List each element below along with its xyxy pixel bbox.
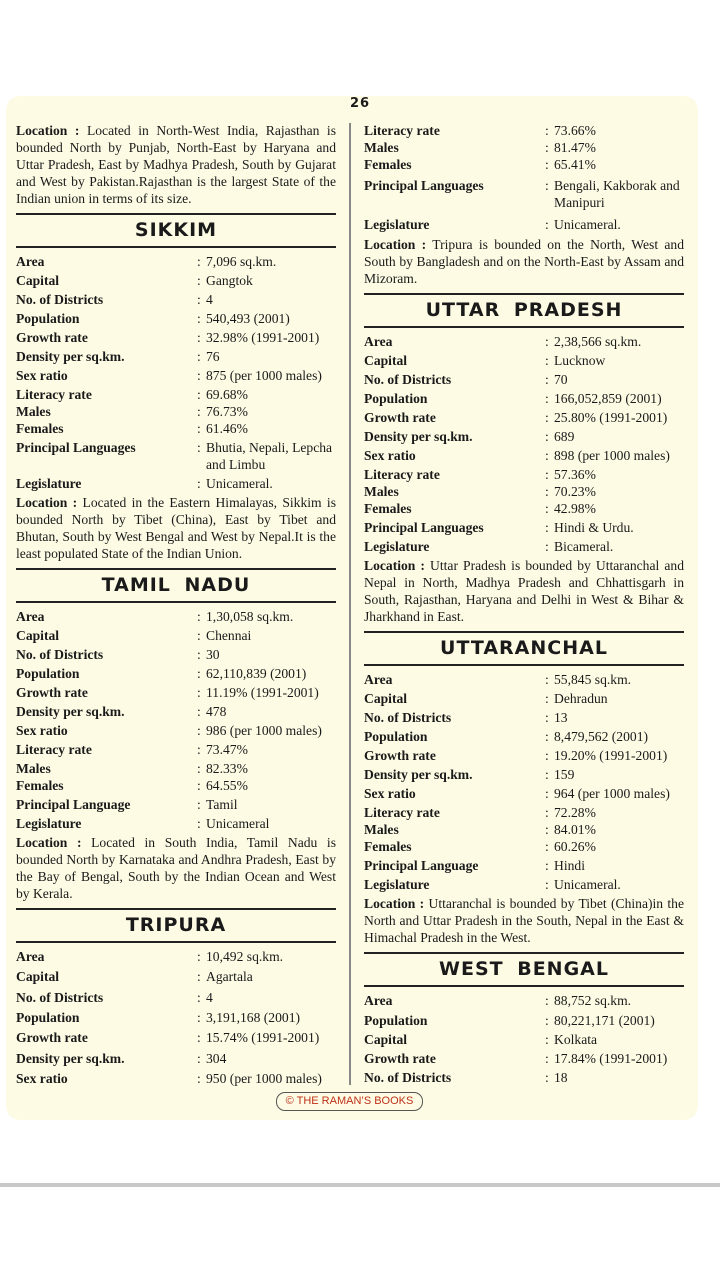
fact-row: Area : 55,845 sq.km.	[364, 672, 632, 687]
tamil-nadu-location: Location : Located in South India, Tamil Nadu is bounded North by Karnataka and Andhra Pradesh, East by the Bay of Bengal, South by the Indian Ocean and West by Kerala.	[16, 835, 337, 901]
uttar-pradesh-location: Location : Uttar Pradesh is bounded by Uttaranchal and Nepal in North, Madhya Pradesh and Chhattisgarh in South, Rajasthan, Haryana and Delhi in West & Bihar & Jharkhand in East.	[364, 558, 684, 624]
fact-row: Principal Languages : Bhutia, Nepali, Lepcha and Limbu	[16, 440, 333, 472]
tripura-location: Location : Tripura is bounded on the North, West and South by Bangladesh and on the North-East by Assam and Mizoram.	[364, 237, 685, 286]
fact-row: Population : 80,221,171 (2001)	[364, 1013, 655, 1028]
uttar-pradesh-heading: UTTAR PRADESH	[364, 293, 684, 328]
fact-row: Legislature : Bicameral.	[364, 539, 614, 554]
tamil-nadu-facts	[16, 608, 336, 834]
fact-row: Density per sq.km. : 689	[364, 429, 575, 444]
uttaranchal-location: Location : Uttaranchal is bounded by Tibet (China)in the North and Uttar Pradesh in the South, Nepal in the East & Himachal Pradesh in the West.	[364, 896, 684, 945]
rajasthan-location: Location : Located in North-West India, Rajasthan is bounded North by Punjab, North-East by Haryana and Uttar Pradesh, East by Madhya Pradesh, South by Gujarat and West by Pakistan.Rajasthan is the largest State of the Indian union in terms of its size.	[16, 123, 336, 206]
fact-row: Growth rate : 17.84% (1991-2001)	[364, 1051, 668, 1066]
fact-row: Literacy rate : 73.66%	[364, 123, 596, 138]
fact-row: Sex ratio : 950 (per 1000 males)	[16, 1071, 322, 1086]
west-bengal-heading: WEST BENGAL	[364, 952, 684, 987]
page-number: 26	[349, 96, 371, 111]
sikkim-location: Location : Located in the Eastern Himalayas, Sikkim is bounded North by Tibet (China), East by Tibet and Bhutan, South by West Bengal and West by Nepal.It is the least populated State of the Indian Union.	[16, 495, 336, 561]
fact-row: Population : 3,191,168 (2001)	[16, 1010, 301, 1025]
fact-row: No. of Districts : 4	[16, 990, 213, 1005]
tripura-facts-continued	[364, 122, 684, 236]
fact-row: Growth rate : 25.80% (1991-2001)	[364, 410, 668, 425]
right-column	[364, 122, 684, 1088]
fact-row: Males : 84.01%	[364, 822, 596, 837]
fact-row: Capital : Chennai	[16, 628, 252, 643]
fact-row: Area : 88,752 sq.km.	[364, 993, 632, 1008]
fact-row: Capital : Gangtok	[16, 273, 253, 288]
fact-row: Males : 76.73%	[16, 404, 248, 419]
fact-row: Literacy rate : 73.47%	[16, 742, 248, 757]
column-divider	[349, 123, 351, 1085]
fact-row: No. of Districts : 30	[16, 647, 220, 662]
fact-row: Females : 42.98%	[364, 501, 596, 516]
fact-row: Density per sq.km. : 478	[16, 704, 227, 719]
fact-row: No. of Districts : 13	[364, 710, 568, 725]
fact-row: No. of Districts : 70	[364, 372, 568, 387]
tamil-nadu-heading: TAMIL NADU	[16, 568, 336, 603]
fact-row: Legislature : Unicameral.	[364, 877, 621, 892]
fact-row: Principal Languages : Hindi & Urdu.	[364, 520, 634, 535]
fact-row: Sex ratio : 964 (per 1000 males)	[364, 786, 670, 801]
west-bengal-facts	[364, 992, 684, 1088]
fact-row: Density per sq.km. : 304	[16, 1051, 227, 1066]
fact-row: Area : 2,38,566 sq.km.	[364, 334, 642, 349]
fact-row: Population : 62,110,839 (2001)	[16, 666, 307, 681]
fact-row: Density per sq.km. : 76	[16, 349, 220, 364]
fact-row: Population : 8,479,562 (2001)	[364, 729, 649, 744]
fact-row: No. of Districts : 4	[16, 292, 213, 307]
fact-row: Females : 65.41%	[364, 157, 596, 172]
fact-row: Density per sq.km. : 159	[364, 767, 575, 782]
publisher-badge: © THE RAMAN’S BOOKS	[276, 1092, 423, 1111]
fact-row: Area : 10,492 sq.km.	[16, 949, 284, 964]
fact-row: Legislature : Unicameral.	[364, 217, 621, 232]
fact-row: No. of Districts : 18	[364, 1070, 568, 1085]
fact-row: Sex ratio : 986 (per 1000 males)	[16, 723, 322, 738]
fact-row: Sex ratio : 875 (per 1000 males)	[16, 368, 322, 383]
sikkim-heading: SIKKIM	[16, 213, 336, 248]
fact-row: Growth rate : 32.98% (1991-2001)	[16, 330, 320, 345]
sikkim-facts	[16, 253, 336, 494]
fact-row: Literacy rate : 72.28%	[364, 805, 596, 820]
tripura-facts	[16, 948, 336, 1090]
horizontal-scrollbar[interactable]	[0, 1183, 720, 1187]
fact-row: Principal Languages : Bengali, Kakborak and Manipuri	[364, 178, 680, 210]
fact-row: Legislature : Unicameral	[16, 816, 270, 831]
fact-row: Population : 166,052,859 (2001)	[364, 391, 662, 406]
fact-row: Area : 1,30,058 sq.km.	[16, 609, 294, 624]
fact-row: Females : 64.55%	[16, 778, 248, 793]
uttaranchal-facts	[364, 671, 684, 895]
fact-row: Females : 61.46%	[16, 421, 248, 436]
fact-row: Capital : Lucknow	[364, 353, 606, 368]
uttaranchal-heading: UTTARANCHAL	[364, 631, 684, 666]
fact-row: Females : 60.26%	[364, 839, 596, 854]
fact-row: Males : 70.23%	[364, 484, 596, 499]
fact-row: Legislature : Unicameral.	[16, 476, 273, 491]
fact-row: Growth rate : 11.19% (1991-2001)	[16, 685, 319, 700]
fact-row: Capital : Agartala	[16, 969, 253, 984]
fact-row: Capital : Dehradun	[364, 691, 608, 706]
fact-row: Growth rate : 15.74% (1991-2001)	[16, 1030, 320, 1045]
uttar-pradesh-facts	[364, 333, 684, 557]
left-column	[16, 122, 336, 1090]
fact-row: Sex ratio : 898 (per 1000 males)	[364, 448, 670, 463]
fact-row: Principal Language : Tamil	[16, 797, 238, 812]
fact-row: Population : 540,493 (2001)	[16, 311, 290, 326]
fact-row: Males : 81.47%	[364, 140, 596, 155]
tripura-heading: TRIPURA	[16, 908, 336, 943]
fact-row: Growth rate : 19.20% (1991-2001)	[364, 748, 668, 763]
fact-row: Literacy rate : 69.68%	[16, 387, 248, 402]
fact-row: Area : 7,096 sq.km.	[16, 254, 277, 269]
fact-row: Capital : Kolkata	[364, 1032, 598, 1047]
fact-row: Males : 82.33%	[16, 761, 248, 776]
fact-row: Principal Language : Hindi	[364, 858, 585, 873]
fact-row: Literacy rate : 57.36%	[364, 467, 596, 482]
